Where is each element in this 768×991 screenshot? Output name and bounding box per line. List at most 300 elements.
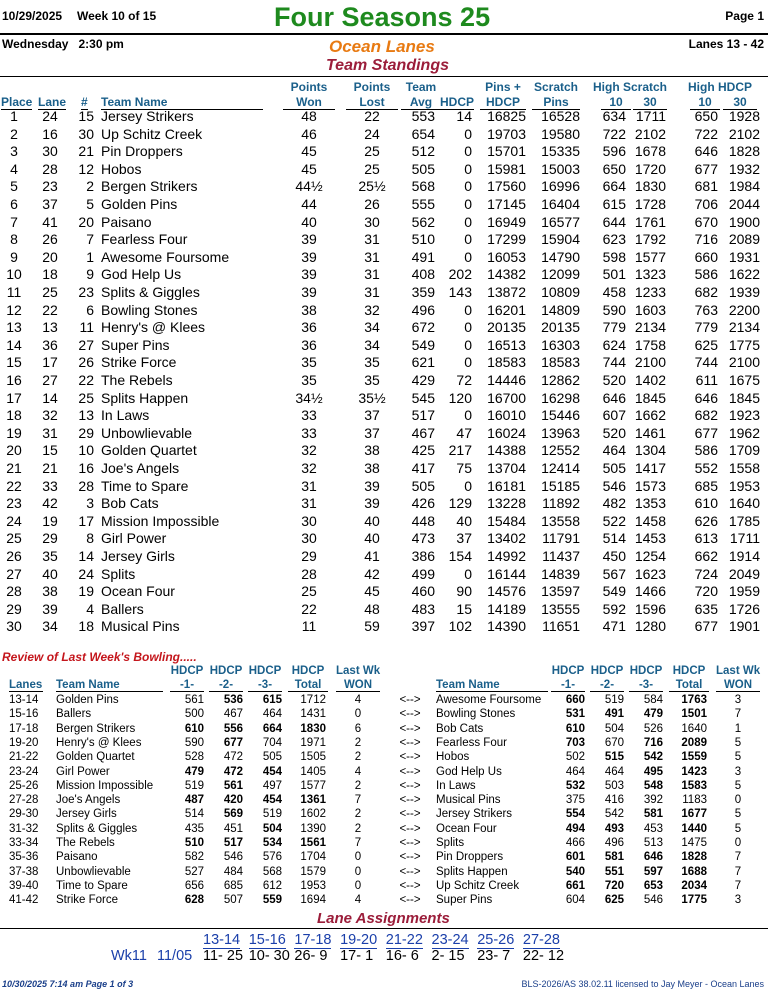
cell-hs10: 634 — [602, 108, 626, 124]
review-row — [0, 807, 768, 821]
cell-lane: 16 — [42, 125, 58, 142]
cell-hh10: 586 — [694, 266, 718, 283]
cell-team: Time to Spare — [101, 477, 189, 494]
cell-avg: 517 — [411, 407, 435, 424]
cell-score: 1688 — [681, 865, 707, 878]
cell-won: 39 — [301, 231, 317, 248]
cell-team: In Laws — [101, 407, 150, 424]
cell-hh30: 1828 — [728, 143, 760, 160]
cell-pins: 17145 — [487, 196, 526, 212]
cell-hs10: 514 — [602, 530, 626, 547]
assign-teams: 17- 1 — [340, 948, 374, 964]
cell-score: 561 — [223, 779, 243, 792]
cell-hs30: 1304 — [634, 442, 666, 459]
cell-lanes: 23-24 — [9, 765, 39, 778]
cell-lanes: 21-22 — [9, 751, 39, 764]
review-header — [0, 665, 768, 693]
cell-won: 45 — [301, 143, 317, 160]
cell-hh30: 1709 — [728, 442, 760, 459]
cell-avg: 448 — [411, 512, 435, 529]
cell-hs30: 1353 — [634, 495, 666, 512]
cell-lost: 40 — [364, 530, 380, 547]
cell-score: 542 — [643, 751, 663, 764]
cell-pins: 14189 — [487, 600, 526, 617]
cell-score: 507 — [223, 894, 243, 907]
cell-lane: 23 — [42, 178, 58, 195]
cell-avg: 408 — [411, 266, 435, 283]
cell-score: 548 — [643, 779, 663, 792]
col-hh-10: 10 — [690, 95, 720, 110]
cell-score: 504 — [604, 722, 624, 735]
cell-lane: 26 — [42, 231, 58, 248]
cell-hdcp: 40 — [456, 512, 472, 529]
cell-avg: 553 — [411, 108, 435, 124]
cell-hh30: 1775 — [728, 336, 760, 353]
cell-hh30: 1640 — [728, 495, 760, 512]
cell-score: 601 — [565, 851, 585, 864]
day-time: Wednesday 2:30 pm — [2, 37, 124, 51]
cell-avg: 483 — [411, 600, 435, 617]
col-hs-10: 10 — [601, 95, 631, 110]
col-avg-2: Avg — [401, 95, 441, 110]
vs-arrow: <--> — [399, 865, 421, 878]
cell-place: 23 — [6, 495, 22, 512]
cell-score: 504 — [262, 822, 282, 835]
assign-lane: 15-16 — [248, 932, 286, 948]
cell-score: 2 — [354, 779, 362, 792]
cell-hs10: 546 — [602, 477, 626, 494]
cell-pins: 14390 — [487, 618, 526, 635]
cell-avg: 545 — [411, 389, 435, 406]
cell-avg: 467 — [411, 424, 435, 441]
cell-team: Super Pins — [436, 894, 493, 907]
cell-lanes: 37-38 — [9, 865, 39, 878]
cell-scratch: 18583 — [541, 354, 580, 371]
cell-scratch: 16528 — [541, 108, 580, 124]
cell-lost: 32 — [364, 301, 380, 318]
cell-lost: 37 — [364, 407, 380, 424]
assign-lane: 17-18 — [294, 932, 332, 948]
cell-hdcp: 120 — [448, 389, 472, 406]
cell-score: 590 — [184, 736, 204, 749]
cell-score: 0 — [354, 865, 362, 878]
table-row — [0, 618, 768, 636]
col-won-1: Points — [290, 80, 328, 94]
cell-hs10: 522 — [602, 512, 626, 529]
cell-hh10: 660 — [694, 248, 718, 265]
assign-teams: 11- 25 — [203, 948, 244, 964]
cell-score: 556 — [223, 722, 243, 735]
vs-arrow: <--> — [399, 851, 421, 864]
table-row — [0, 583, 768, 601]
cell-score: 2034 — [681, 879, 707, 892]
cell-hh30: 1959 — [728, 583, 760, 600]
vs-arrow: <--> — [399, 765, 421, 778]
cell-num: 8 — [86, 530, 94, 547]
cell-hs30: 1233 — [634, 284, 666, 300]
cell-score: 2 — [354, 808, 362, 821]
rcol-tot-1: HDCP — [291, 665, 325, 677]
cell-lost: 39 — [364, 477, 380, 494]
rcol-g2-2: -2- — [209, 679, 243, 692]
cell-avg: 672 — [411, 319, 435, 336]
cell-hh30: 1711 — [729, 530, 760, 547]
cell-hdcp: 0 — [464, 565, 472, 582]
rcol-g1b-2: -1- — [551, 679, 585, 692]
cell-score: 1602 — [300, 808, 326, 821]
cell-hs10: 623 — [602, 231, 626, 248]
cell-hh10: 650 — [694, 108, 718, 124]
cell-hh10: 677 — [694, 160, 718, 177]
cell-score: 569 — [223, 808, 243, 821]
cell-score: 1830 — [300, 722, 326, 735]
cell-num: 16 — [78, 460, 94, 476]
cell-score: 0 — [354, 879, 362, 892]
page-label: Page 1 — [725, 9, 764, 23]
cell-score: 3 — [734, 694, 742, 706]
assign-teams: 23- 7 — [477, 948, 511, 964]
cell-score: 505 — [262, 751, 282, 764]
cell-team: Splits Happen — [101, 389, 189, 406]
table-row — [0, 284, 768, 302]
cell-hs10: 471 — [602, 618, 626, 635]
cell-lanes: 39-40 — [9, 879, 39, 892]
cell-hs30: 1792 — [634, 231, 666, 248]
cell-score: 534 — [262, 837, 282, 849]
cell-hs30: 1758 — [634, 336, 666, 353]
assign-teams: 2- 15 — [431, 948, 465, 964]
cell-hs10: 607 — [602, 407, 626, 424]
cell-lane: 34 — [42, 618, 58, 635]
cell-num: 2 — [86, 178, 94, 195]
cell-hh10: 724 — [694, 565, 718, 582]
cell-hh10: 646 — [694, 389, 718, 406]
review-row — [0, 722, 768, 736]
cell-lanes: 41-42 — [9, 894, 39, 907]
cell-team: Fearless Four — [101, 231, 188, 248]
vs-arrow: <--> — [399, 736, 421, 749]
cell-hdcp: 0 — [464, 213, 472, 230]
cell-hh30: 1914 — [728, 548, 760, 564]
table-row — [0, 425, 768, 443]
cell-score: 625 — [604, 894, 624, 907]
cell-avg: 496 — [411, 301, 435, 318]
vs-arrow: <--> — [399, 879, 421, 892]
table-row — [0, 196, 768, 214]
cell-num: 14 — [78, 548, 94, 564]
cell-place: 29 — [6, 600, 22, 617]
cell-score: 561 — [184, 694, 204, 706]
cell-hs30: 1761 — [634, 213, 666, 230]
cell-scratch: 15003 — [541, 160, 580, 177]
cell-scratch: 15904 — [541, 231, 580, 248]
cell-lost: 22 — [364, 108, 380, 124]
cell-hh30: 1923 — [728, 407, 760, 424]
cell-team: Up Schitz Creek — [436, 879, 520, 892]
cell-hs30: 1662 — [634, 407, 666, 424]
cell-lane: 17 — [42, 354, 58, 371]
cell-hs30: 1453 — [634, 530, 666, 547]
cell-hs10: 592 — [602, 600, 626, 617]
cell-score: 1501 — [681, 708, 707, 721]
cell-num: 13 — [78, 407, 94, 424]
rcol-wonb-2: WON — [716, 679, 760, 692]
cell-score: 646 — [643, 851, 663, 864]
table-row — [0, 566, 768, 584]
cell-team: Pin Droppers — [101, 143, 183, 160]
cell-team: Strike Force — [101, 354, 177, 371]
cell-lane: 39 — [42, 600, 58, 617]
cell-score: 454 — [262, 765, 282, 778]
cell-lanes: 13-14 — [9, 694, 39, 706]
cell-pins: 17299 — [487, 231, 526, 248]
cell-hdcp: 0 — [464, 248, 472, 265]
print-date: 10/29/2025 — [2, 9, 63, 23]
cell-avg: 621 — [411, 354, 435, 371]
cell-lost: 38 — [364, 460, 380, 476]
cell-lost: 42 — [364, 565, 380, 582]
cell-team: Mission Impossible — [101, 512, 220, 529]
cell-hs10: 650 — [602, 160, 626, 177]
cell-lanes: 31-32 — [9, 822, 39, 835]
cell-team: Splits & Giggles — [56, 822, 138, 835]
cell-score: 1640 — [681, 722, 707, 735]
col-won-2: Won — [283, 95, 335, 110]
cell-score: 664 — [262, 722, 282, 735]
table-row — [0, 372, 768, 390]
cell-hs10: 458 — [602, 284, 626, 300]
cell-won: 36 — [301, 319, 317, 336]
cell-score: 1971 — [300, 736, 326, 749]
cell-score: 615 — [262, 694, 282, 706]
cell-won: 29 — [301, 548, 317, 564]
cell-score: 597 — [643, 865, 663, 878]
cell-scratch: 13555 — [541, 600, 580, 617]
cell-num: 23 — [78, 284, 94, 300]
cell-won: 11 — [301, 618, 317, 635]
cell-score: 546 — [223, 851, 243, 864]
cell-place: 24 — [6, 512, 22, 529]
cell-hs30: 1280 — [634, 618, 666, 635]
cell-avg: 425 — [411, 442, 435, 459]
col-team: Team Name — [101, 95, 263, 110]
cell-score: 453 — [643, 822, 663, 835]
cell-team: Strike Force — [56, 894, 118, 907]
cell-place: 21 — [6, 460, 22, 476]
cell-scratch: 12414 — [541, 460, 580, 476]
review-row — [0, 693, 768, 707]
cell-hh10: 706 — [694, 196, 718, 212]
cell-hh30: 2100 — [728, 354, 760, 371]
cell-pins: 16825 — [487, 108, 526, 124]
table-row — [0, 390, 768, 408]
cell-team: Girl Power — [101, 530, 167, 547]
cell-lost: 34 — [364, 319, 380, 336]
rcol-team: Team Name — [56, 679, 163, 692]
cell-score: 7 — [734, 879, 742, 892]
col-lost-2: Lost — [346, 95, 398, 110]
cell-num: 21 — [78, 143, 94, 160]
cell-lane: 42 — [42, 495, 58, 512]
cell-score: 532 — [565, 779, 585, 792]
cell-score: 542 — [604, 808, 624, 821]
assign-date: 11/05 — [157, 948, 193, 964]
rcol-g2b-2: -2- — [590, 679, 624, 692]
cell-avg: 359 — [411, 284, 435, 300]
cell-hdcp: 14 — [456, 108, 472, 124]
cell-score: 3 — [734, 765, 742, 778]
cell-score: 1361 — [300, 794, 326, 807]
cell-scratch: 12552 — [541, 442, 580, 459]
cell-hs30: 1596 — [634, 600, 666, 617]
cell-won: 44½ — [295, 178, 323, 195]
cell-hs30: 1711 — [635, 108, 666, 124]
cell-lanes: 35-36 — [9, 851, 39, 864]
cell-team: Joe's Angels — [101, 460, 180, 476]
cell-hh30: 1931 — [728, 248, 760, 265]
cell-num: 1 — [86, 248, 94, 265]
cell-place: 4 — [10, 160, 18, 177]
cell-hdcp: 154 — [448, 548, 472, 564]
cell-hh30: 1984 — [728, 178, 760, 195]
rcol-g1b-1: HDCP — [551, 665, 585, 677]
cell-scratch: 20135 — [541, 319, 580, 336]
cell-score: 5 — [734, 751, 742, 764]
cell-hdcp: 0 — [464, 143, 472, 160]
cell-team: Mission Impossible — [56, 779, 154, 792]
cell-score: 584 — [643, 694, 663, 706]
cell-score: 677 — [223, 736, 243, 749]
assign-lane: 19-20 — [340, 932, 378, 948]
cell-lane: 25 — [42, 284, 58, 300]
cell-hs10: 464 — [602, 442, 626, 459]
cell-score: 551 — [604, 865, 624, 878]
table-row — [0, 126, 768, 144]
rcol-g1-2: -1- — [170, 679, 204, 692]
cell-team: The Rebels — [56, 837, 115, 849]
cell-team: Unbowlievable — [101, 424, 193, 441]
cell-won: 30 — [301, 512, 317, 529]
cell-score: 416 — [604, 794, 624, 807]
cell-score: 661 — [565, 879, 585, 892]
table-row — [0, 601, 768, 619]
cell-score: 1712 — [300, 694, 326, 706]
rcol-g3b-2: -3- — [629, 679, 663, 692]
cell-hdcp: 217 — [448, 442, 472, 459]
footer-left: 10/30/2025 7:14 am Page 1 of 3 — [2, 979, 134, 989]
cell-score: 1183 — [682, 794, 707, 807]
cell-num: 15 — [78, 108, 94, 124]
cell-score: 576 — [262, 851, 282, 864]
cell-hdcp: 47 — [456, 424, 472, 441]
cell-lane: 22 — [42, 301, 58, 318]
cell-team: Girl Power — [56, 765, 110, 778]
cell-scratch: 11892 — [542, 495, 580, 512]
cell-hs10: 482 — [602, 495, 626, 512]
cell-score: 660 — [565, 694, 585, 706]
cell-score: 670 — [604, 736, 624, 749]
cell-hs10: 598 — [602, 248, 626, 265]
cell-hh30: 1932 — [728, 160, 760, 177]
cell-team: Fearless Four — [436, 736, 507, 749]
cell-scratch: 12099 — [541, 266, 580, 283]
table-row — [0, 354, 768, 372]
cell-score: 0 — [734, 837, 742, 849]
cell-score: 2 — [354, 751, 362, 764]
cell-score: 1440 — [681, 822, 707, 835]
cell-team: Splits — [101, 565, 136, 582]
assign-lane: 13-14 — [203, 932, 241, 948]
cell-score: 1561 — [300, 837, 326, 849]
cell-score: 1704 — [300, 851, 326, 864]
cell-avg: 510 — [411, 231, 435, 248]
cell-lost: 26 — [364, 196, 380, 212]
cell-pins: 16949 — [487, 213, 526, 230]
cell-score: 1 — [734, 722, 742, 735]
cell-place: 11 — [6, 284, 22, 300]
cell-team: Super Pins — [101, 336, 170, 353]
cell-hh10: 722 — [694, 125, 718, 142]
assign-week: Wk11 — [111, 948, 147, 964]
cell-place: 26 — [6, 548, 22, 564]
cell-avg: 555 — [411, 196, 435, 212]
cell-avg: 386 — [411, 548, 435, 564]
cell-avg: 568 — [411, 178, 435, 195]
cell-hh30: 1622 — [728, 266, 760, 283]
cell-score: 487 — [184, 794, 204, 807]
cell-team: Up Schitz Creek — [101, 125, 203, 142]
cell-score: 420 — [223, 794, 243, 807]
cell-lost: 31 — [364, 231, 380, 248]
cell-score: 1775 — [681, 894, 707, 907]
cell-team: Bergen Strikers — [101, 178, 198, 195]
cell-score: 503 — [604, 779, 624, 792]
cell-lost: 30 — [364, 213, 380, 230]
cell-hdcp: 143 — [448, 284, 472, 300]
cell-place: 18 — [6, 407, 22, 424]
cell-num: 28 — [78, 477, 94, 494]
table-row — [0, 407, 768, 425]
rcol-totb-1: HDCP — [672, 665, 706, 677]
cell-score: 517 — [223, 837, 243, 849]
cell-hh30: 1785 — [728, 512, 760, 529]
vs-arrow: <--> — [399, 837, 421, 849]
cell-lane: 31 — [42, 424, 58, 441]
col-hs: High Scratch — [593, 80, 668, 94]
cell-lane: 40 — [42, 565, 58, 582]
cell-hdcp: 0 — [464, 196, 472, 212]
cell-pins: 14388 — [487, 442, 526, 459]
cell-score: 4 — [354, 765, 362, 778]
cell-score: 435 — [184, 822, 204, 835]
assign-teams: 10- 30 — [248, 948, 290, 964]
cell-hh10: 779 — [694, 319, 718, 336]
cell-lane: 28 — [42, 160, 58, 177]
cell-hdcp: 0 — [464, 336, 472, 353]
cell-score: 610 — [565, 722, 585, 735]
cell-score: 5 — [734, 808, 742, 821]
cell-won: 39 — [301, 266, 317, 283]
cell-place: 1 — [10, 108, 18, 124]
standings-table — [0, 108, 768, 640]
assign-teams: 26- 9 — [294, 948, 328, 964]
cell-won: 32 — [301, 460, 317, 476]
cell-won: 31 — [301, 477, 317, 494]
col-num: # — [81, 95, 88, 109]
cell-team: Jersey Girls — [101, 548, 175, 564]
cell-hh30: 1726 — [728, 600, 760, 617]
cell-hh10: 744 — [694, 354, 718, 371]
